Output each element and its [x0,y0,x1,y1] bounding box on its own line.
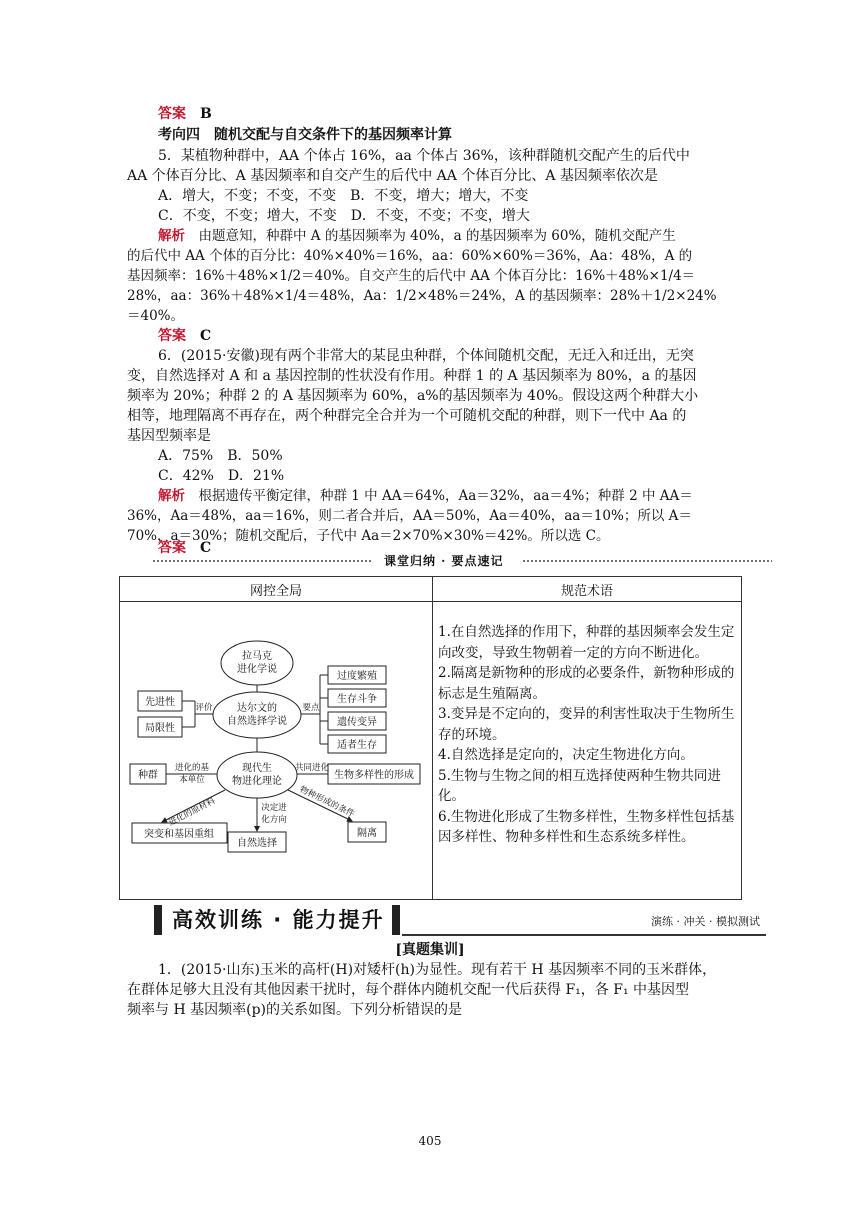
survival-label: 适者生存 [337,740,377,751]
evaluate-label: 评价 [195,703,213,713]
q5-analysis-5: ＝40%。 [127,308,185,324]
section-heading: 考向四 随机交配与自交条件下的基因频率计算 [158,127,452,143]
variation-label: 遗传变异 [337,717,377,728]
struggle-label: 生存斗争 [337,694,377,705]
banner-dots-left [152,559,372,564]
q5-options-cd: C．不变，不变；增大，不变 D．不变，不变；不变，增大 [158,208,530,224]
practice-title: 高效训练 · 能力提升 [172,908,385,932]
modern-line1: 现代生 [242,763,272,774]
q6-options-ab: A．75% B．50% [158,448,283,464]
rules-list [438,622,736,848]
q5-analysis-1 [158,226,676,246]
q6-analysis-2: 36%，Aa＝48%，aa＝16%，则二者合并后，AA＝50%，Aa＝40%，aa＝10%；所以 A＝ [127,508,692,524]
q5-options-ab: A．增大，不变；不变，不变 B．不变，增大；增大，不变 [158,188,529,204]
answer-label: 答案 [158,328,186,344]
decide-line1: 决定进 [261,803,287,813]
darwin-ellipse [213,692,301,738]
q6-stem-2: 变，自然选择对 A 和 a 基因控制的性状没有作用。种群 1 的 A 基因频率为 80%，a 的基因 [127,368,697,384]
answer-value: B [200,106,212,122]
rule-item: 6.生物进化形成了生物多样性，生物多样性包括基因多样性、物种多样性和生态系统多样性。 [438,808,735,845]
keypoints-label: 要点 [302,703,320,713]
answer-value: C [200,328,212,344]
concept-diagram [120,600,430,898]
rule-item: 4.自然选择是定向的，决定生物进化方向。 [438,747,694,763]
mutation-label: 突变和基因重组 [144,829,214,840]
modern-ellipse [217,752,297,798]
answer-label: 答案 [158,540,186,556]
analysis-label: 解析 [158,488,185,504]
header-bar-left [154,905,162,935]
col-right-header: 规范术语 [433,577,742,602]
q5-answer [158,326,211,346]
page-number: 405 [418,1134,442,1148]
speciation-label: 物种形成的条件 [297,784,356,820]
header-bar-right [392,905,400,935]
darwin-line2: 自然选择学说 [227,716,287,727]
analysis-text: 根据遗传平衡定律，种群 1 中 AA＝64%，Aa＝32%，aa＝4%；种群 2 中 AA＝ [185,488,693,504]
rule-item: 3.变异是不定向的，变异的利害性取决于生物所生存的环境。 [438,706,735,743]
advanced-label: 先进性 [145,697,175,708]
banner-title: 课堂归纳 · 要点速记 [380,552,508,569]
q1-stem-1: 1．(2015·山东)玉米的高杆(H)对矮杆(h)为显性。现有若干 H 基因频率不同的玉米群体， [158,962,717,978]
limited-label: 局限性 [145,723,175,734]
q6-options-cd: C．42% D．21% [158,468,285,484]
rule-item: 1.在自然选择的作用下，种群的基因频率会发生定向改变，导致生物朝着一定的方向不断进化。 [438,624,735,661]
lamarck-ellipse [221,641,293,685]
section-title: [真题集训] [395,942,465,958]
rule-item: 5.生物与生物之间的相互选择使两种生物共同进化。 [438,767,721,804]
analysis-label: 解析 [158,228,185,244]
unit-line1: 进化的基 [174,763,210,773]
q5-analysis-3: 基因频率：16%＋48%×1/2＝40%。自交产生的后代中 AA 个体百分比：16%＋48%×1/4＝ [127,268,696,284]
answer-label: 答案 [158,106,186,122]
q6-analysis-1 [158,486,693,506]
lamarck-line2: 进化学说 [237,664,277,675]
col-left-header: 网控全局 [120,577,433,602]
coevo-label: 共同进化 [294,763,330,773]
overbreed-label: 过度繁殖 [337,671,377,682]
q6-analysis-3: 70%，a＝30%；随机交配后，子代中 Aa＝2×70%×30%＝42%。所以选 C。 [127,528,610,544]
analysis-text: 由题意知，种群中 A 的基因频率为 40%，a 的基因频率为 60%，随机交配产生 [185,228,676,244]
natsel-label: 自然选择 [237,838,277,849]
header-underline [402,934,766,936]
decide-line2: 化方向 [261,815,287,825]
unit-line2: 本单位 [179,775,205,785]
practice-subtitle: 演练 · 冲关 · 模拟测试 [651,915,760,928]
modern-line2: 物进化理论 [232,776,282,787]
banner-dots-right [522,559,772,564]
q6-stem-5: 基因型频率是 [127,428,211,444]
darwin-line1: 达尔文的 [237,703,277,714]
diversity-label: 生物多样性的形成 [334,770,414,781]
q6-stem-4: 相等，地理隔离不再存在，两个种群完全合并为一个可随机交配的种群，则下一代中 Aa 的 [127,408,687,424]
q5-stem-2: AA 个体百分比、A 基因频率和自交产生的后代中 AA 个体百分比、A 基因频率依次是 [127,168,658,184]
practice-header [154,905,766,935]
q1-stem-2: 在群体足够大且没有其他因素干扰时，每个群体内随机交配一代后获得 F₁，各 F₁ 中基因型 [127,982,690,998]
q5-stem-1: 5．某植物种群中，AA 个体占 16%，aa 个体占 36%，该种群随机交配产生的后代中 [158,148,690,164]
population-label: 种群 [138,770,158,781]
q5-analysis-2: 的后代中 AA 个体的百分比：40%×40%＝16%，aa：60%×60%＝36%，Aa：48%，A 的 [127,248,693,264]
q6-stem-3: 频率为 20%；种群 2 的 A 基因频率为 60%，a%的基因频率为 40%。假设这两个种群大小 [127,388,699,404]
q6-stem-1: 6．(2015·安徽)现有两个非常大的某昆虫种群，个体间随机交配，无迁入和迁出，无突 [158,348,694,364]
answer-line [158,104,212,124]
raw-label: 进化的原材料 [167,796,218,829]
isolation-label: 隔离 [357,828,377,839]
summary-banner [152,554,772,568]
rule-item: 2.隔离是新物种的形成的必要条件，新物种形成的标志是生殖隔离。 [438,665,735,702]
answer-value: C [200,540,212,556]
q1-stem-3: 频率与 H 基因频率(p)的关系如图。下列分析错误的是 [127,1002,462,1018]
lamarck-line1: 拉马克 [242,651,272,662]
q5-analysis-4: 28%，aa：36%＋48%×1/4＝48%，Aa：1/2×48%＝24%，A 的基因频率：28%＋1/2×24% [127,288,717,304]
